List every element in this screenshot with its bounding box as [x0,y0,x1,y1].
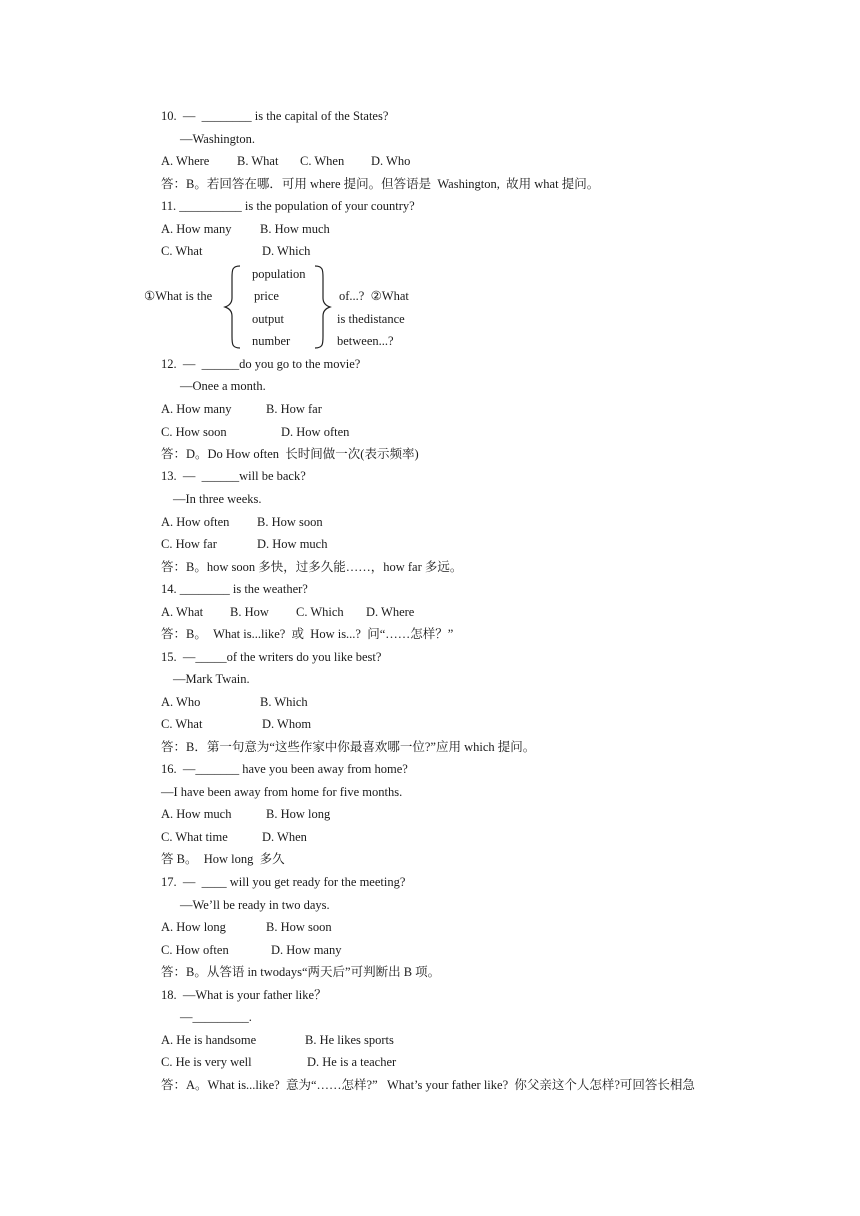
brace-item: price [254,289,279,303]
question-14: 14. ________ is the weather? [161,582,308,596]
left-brace [222,264,242,350]
option-15d: D. Whom [262,717,312,731]
option-16c: C. What time [161,830,228,844]
question-17: 17. — ____ will you get ready for the meeting? [161,875,406,889]
option-12b: B. How far [266,402,322,416]
option-17c: C. How often [161,943,229,957]
explanation-14: 答：B。 What is...like? 或 How is...? 问“……怎样？” [161,627,454,641]
explanation-16: 答 B。 How long 多久 [161,852,285,866]
question-18: 18. —What is your father like？ [161,988,327,1002]
option-16b: B. How long [266,807,331,821]
option-15a: A. Who [161,695,201,709]
option-17b: B. How soon [266,920,332,934]
option-16a: A. How much [161,807,232,821]
option-11c: C. What [161,244,203,258]
option-14c: C. Which [296,605,344,619]
brace-right-text: is thedistance [337,312,405,326]
option-18b: B. He likes sports [305,1033,394,1047]
option-13a: A. How often [161,515,230,529]
question-13: 13. — ______will be back? [161,469,306,483]
answer-16: —I have been away from home for five months. [161,785,403,799]
right-brace [313,264,333,350]
explanation-17: 答：B。从答语 in twodays“两天后”可判断出 B 项。 [161,965,441,979]
option-10b: B. What [237,154,279,168]
question-10: 10. — ________ is the capital of the States? [161,109,389,123]
brace-lead: ①What is the [144,289,213,303]
option-15b: B. Which [260,695,308,709]
option-13c: C. How far [161,537,217,551]
option-13b: B. How soon [257,515,323,529]
question-11: 11. __________ is the population of your country? [161,199,415,213]
explanation-13: 答：B。how soon 多快，过多久能……，how far 多远。 [161,560,463,574]
brace-item: number [252,334,291,348]
option-13d: D. How much [257,537,328,551]
option-18a: A. He is handsome [161,1033,257,1047]
question-16: 16. —_______ have you been away from home? [161,762,408,776]
brace-item: population [252,267,306,281]
answer-13: —In three weeks. [173,492,262,506]
answer-17: —We’ll be ready in two days. [180,898,330,912]
option-14a: A. What [161,605,204,619]
option-14b: B. How [230,605,269,619]
brace-item: output [252,312,284,326]
option-14d: D. Where [366,605,415,619]
explanation-12: 答：D。Do How often 长时间做一次(表示频率) [161,447,419,461]
question-12: 12. — ______do you go to the movie? [161,357,361,371]
brace-right-text: of...? ②What [339,289,409,303]
option-17a: A. How long [161,920,226,934]
option-10a: A. Where [161,154,210,168]
explanation-10: 答：B。若回答在哪．可用 where 提问。但答语是 Washington, 故用 what 提问。 [161,177,600,191]
answer-12: —Onee a month. [180,379,266,393]
brace-right-text: between...? [337,334,394,348]
explanation-15: 答：B．第一句意为“这些作家中你最喜欢哪一位?”应用 which 提问。 [161,740,536,754]
option-12c: C. How soon [161,425,227,439]
option-16d: D. When [262,830,307,844]
option-11d: D. Which [262,244,311,258]
option-15c: C. What [161,717,203,731]
option-10c: C. When [300,154,345,168]
option-10d: D. Who [371,154,411,168]
option-12d: D. How often [281,425,350,439]
answer-10: —Washington. [180,132,256,146]
question-15: 15. —_____of the writers do you like best? [161,650,382,664]
option-11a: A. How many [161,222,232,236]
option-18d: D. He is a teacher [307,1055,397,1069]
option-18c: C. He is very well [161,1055,252,1069]
option-11b: B. How much [260,222,330,236]
explanation-18: 答：A。What is...like? 意为“……怎样?” What’s your father like? 你父亲这个人怎样?可回答长相急 [161,1078,695,1092]
option-12a: A. How many [161,402,232,416]
answer-15: —Mark Twain. [173,672,250,686]
answer-18: —_________. [180,1010,252,1024]
option-17d: D. How many [271,943,342,957]
